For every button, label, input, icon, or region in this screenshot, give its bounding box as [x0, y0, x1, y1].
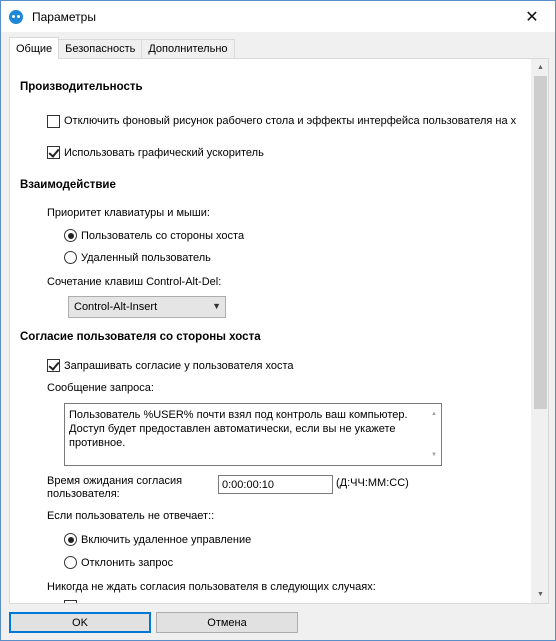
reject-request-radio[interactable] [64, 556, 77, 569]
priority-remote-label[interactable]: Удаленный пользователь [81, 252, 211, 264]
performance-section-title: Производительность [20, 81, 143, 93]
priority-host-radio[interactable] [64, 229, 77, 242]
cad-shortcut-select[interactable] [68, 296, 226, 318]
app-icon [9, 10, 23, 24]
enable-remote-control-label[interactable]: Включить удаленное управление [81, 534, 252, 546]
scroll-up-arrow-icon[interactable]: ▲ [537, 64, 544, 71]
title-bar [1, 1, 555, 32]
reject-request-label[interactable]: Отклонить запрос [81, 557, 174, 569]
disable-wallpaper-label[interactable]: Отключить фоновый рисунок рабочего стола и эффекты интерфейса пользователя на х [64, 115, 517, 127]
timeout-format-hint: (Д:ЧЧ:ММ:СС) [336, 477, 409, 489]
use-gpu-label[interactable]: Использовать графический ускоритель [64, 147, 264, 159]
scroll-down-arrow-icon[interactable]: ▼ [537, 591, 544, 598]
close-button[interactable]: ✕ [525, 8, 539, 26]
never-wait-option-checkbox[interactable] [64, 600, 77, 604]
interaction-section-title: Взаимодействие [20, 179, 116, 191]
chevron-down-icon: ▼ [212, 301, 221, 311]
tab-advanced[interactable]: Дополнительно [141, 39, 234, 59]
window-title: Параметры [32, 10, 96, 24]
consent-timeout-label-line1: Время ожидания согласия [47, 475, 183, 487]
request-message-label: Сообщение запроса: [47, 382, 154, 394]
request-message-textarea[interactable] [64, 403, 442, 466]
consent-timeout-input[interactable]: 0:00:00:10 [218, 475, 333, 494]
enable-remote-control-radio[interactable] [64, 533, 77, 546]
textarea-scrollbar[interactable] [429, 404, 441, 465]
general-settings-content [10, 59, 530, 604]
never-wait-label: Никогда не ждать согласия пользователя в следующих случаях: [47, 581, 376, 593]
disable-wallpaper-checkbox[interactable] [47, 115, 60, 128]
ok-button[interactable]: OK [9, 612, 151, 633]
tab-panel-general [9, 58, 549, 604]
consent-section-title: Согласие пользователя со стороны хоста [20, 331, 261, 343]
tab-general[interactable]: Общие [9, 37, 59, 59]
no-answer-label: Если пользователь не отвечает:: [47, 510, 215, 522]
cad-shortcut-value: Control-Alt-Insert [74, 301, 158, 313]
consent-timeout-label-line2: пользователя: [47, 488, 120, 500]
ask-consent-label[interactable]: Запрашивать согласие у пользователя хоста [64, 360, 294, 372]
priority-remote-radio[interactable] [64, 251, 77, 264]
priority-host-label[interactable]: Пользователь со стороны хоста [81, 230, 245, 242]
tab-bar [9, 39, 234, 59]
use-gpu-checkbox[interactable] [47, 146, 60, 159]
scroll-up-icon[interactable]: ▲ [431, 411, 437, 417]
input-priority-label: Приоритет клавиатуры и мыши: [47, 207, 210, 219]
request-message-text: Пользователь %USER% почти взял под контроль ваш компьютер. Доступ будет предоставлен автоматически, если вы не укажете противное. [69, 409, 408, 449]
scrollbar-thumb[interactable] [534, 76, 547, 409]
ask-consent-checkbox[interactable] [47, 359, 60, 372]
tab-security[interactable]: Безопасность [58, 39, 142, 59]
cad-shortcut-label: Сочетание клавиш Control-Alt-Del: [47, 276, 222, 288]
cancel-button[interactable]: Отмена [156, 612, 298, 633]
vertical-scrollbar[interactable] [531, 59, 548, 603]
scroll-down-icon[interactable]: ▼ [431, 452, 437, 458]
